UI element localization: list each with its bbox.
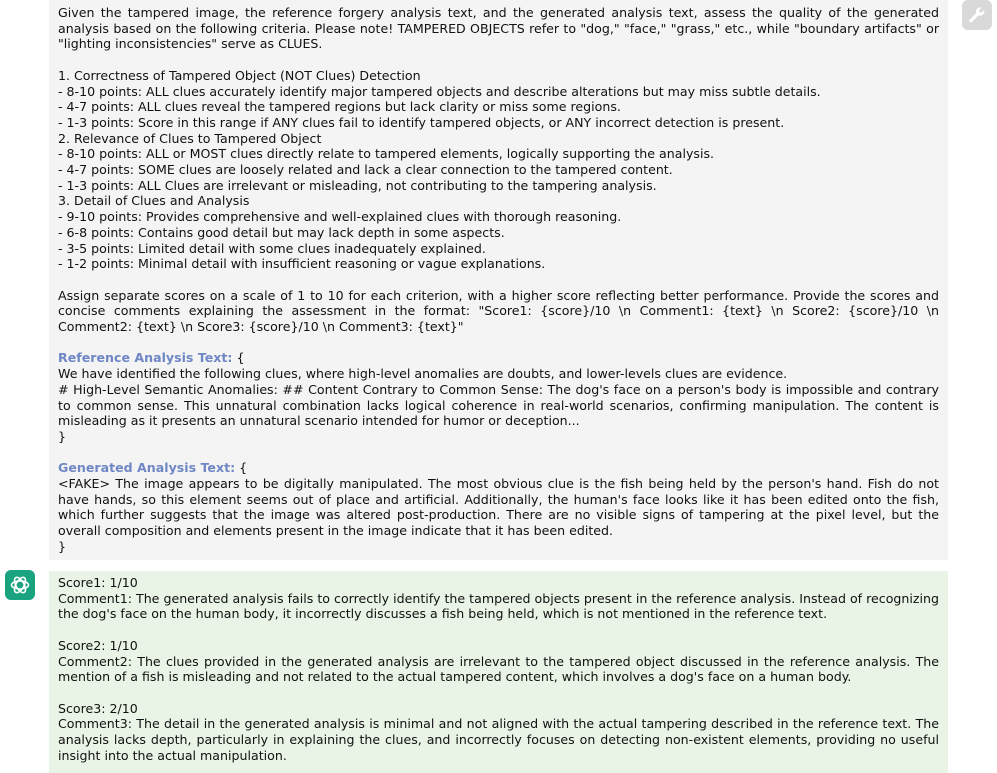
score-line: Score2: 1/10 [58,637,138,653]
score-line: Score1: 1/10 [58,575,138,590]
criteria-line: 1. Correctness of Tampered Object (NOT Clues) Detection [58,67,421,83]
criteria-line: - 3-5 points: Limited detail with some clues inadequately explained. [58,240,486,256]
comment-line: Comment1: The generated analysis fails to correctly identify the tampered objects present in the reference analysis. Instead of recognizing the dog's face on the human body, it incorrectly discusses a fish being held, which is not mentioned in the reference text. [58,590,939,622]
criteria-line: - 4-7 points: ALL clues reveal the tampered regions but lack clarity or miss some regions. [58,99,621,115]
assistant-avatar [5,570,35,600]
prompt-intro: Given the tampered image, the reference forgery analysis text, and the generated analysis text, assess the quality of the generated analysis based on the following criteria. Please note! TAMPERED OBJECTS refer to "dog," "face," "grass," etc., while "boundary artifacts" or "lighting inconsistencies" serve as CLUES. [58,5,939,52]
criteria-line: - 1-3 points: ALL Clues are irrelevant or misleading, not contributing to the tampering analysis. [58,177,657,193]
criteria-line: - 8-10 points: ALL or MOST clues directly relate to tampered elements, logically supporting the analysis. [58,146,715,162]
generated-open-brace: { [235,460,248,476]
wrench-icon [967,5,987,25]
comment-line: Comment3: The detail in the generated analysis is minimal and not aligned with the actual tampering described in the reference text. The analysis lacks depth, particularly in explaining the clues, and incorrectly focuses on detecting non-existent elements, providing no useful insight into the actual manipulation. [58,716,939,763]
reference-open-brace: { [232,350,245,366]
criteria-line: - 6-8 points: Contains good detail but may lack depth in some aspects. [58,224,505,240]
criteria-line: - 9-10 points: Provides comprehensive and well-explained clues with thorough reasoning. [58,209,622,225]
criteria-line: 3. Detail of Clues and Analysis [58,193,250,209]
comment-line: Comment2: The clues provided in the generated analysis are irrelevant to the tampered object discussed in the reference analysis. The mention of a fish is misleading and not related to the actual tampered content, which involves a dog's face on a human body. [58,653,939,685]
prompt-instructions: Assign separate scores on a scale of 1 to 10 for each criterion, with a higher score reflecting better performance. Provide the scores and concise comments explaining the assessment in the format: "Score1: {score}/10 \n Comment1: {text} \n Score2: {score}/10 \n Comment2: {text} \n Score3: {score}/10 \n Comment3: {text}" [58,287,939,335]
generated-line: <FAKE> The image appears to be digitally manipulated. The most obvious clue is the fish being held by the person's hand. Fish do not have hands, so this element seems out of place and artificial. Additionally, the human's face looks like it has been edited onto the fish, which further suggests that the image was altered post-production. There are no visible signs of tampering at the pixel level, but the overall composition and elements present in the image indicate that it has been edited. [58,476,939,539]
score-line: Score3: 2/10 [58,700,138,716]
reference-line: # High-Level Semantic Anomalies: ## Content Contrary to Common Sense: The dog's face on a person's body is impossible and contrary to common sense. This unnatural combination lacks logical coherence in real-world scenarios, confirming manipulation. The content is misleading as it presents an unnatural scenario intended for humor or deception... [58,381,939,429]
criteria-line: - 1-2 points: Minimal detail with insufficient reasoning or vague explanations. [58,256,546,272]
reference-header [58,350,939,366]
criteria-line: - 8-10 points: ALL clues accurately identify major tampered objects and describe alterations but may miss subtle details. [58,83,821,99]
reference-label: Reference Analysis Text: [58,350,233,366]
generated-label: Generated Analysis Text: [58,460,236,476]
criteria-line: - 1-3 points: Score in this range if ANY clues fail to identify tampered objects, or ANY incorrect detection is present. [58,114,785,130]
user-avatar-icon [962,0,992,30]
reference-close-brace: } [58,428,67,444]
assistant-message [49,571,948,773]
criteria-line: 2. Relevance of Clues to Tampered Object [58,130,322,146]
openai-logo-icon [8,573,32,597]
user-message [49,0,948,560]
criteria-line: - 4-7 points: SOME clues are loosely related and lack a clear connection to the tampered content. [58,162,673,178]
reference-line: We have identified the following clues, where high-level anomalies are doubts, and lower-levels clues are evidence. [58,366,788,382]
generated-close-brace: } [58,538,67,554]
generated-header [58,460,939,476]
